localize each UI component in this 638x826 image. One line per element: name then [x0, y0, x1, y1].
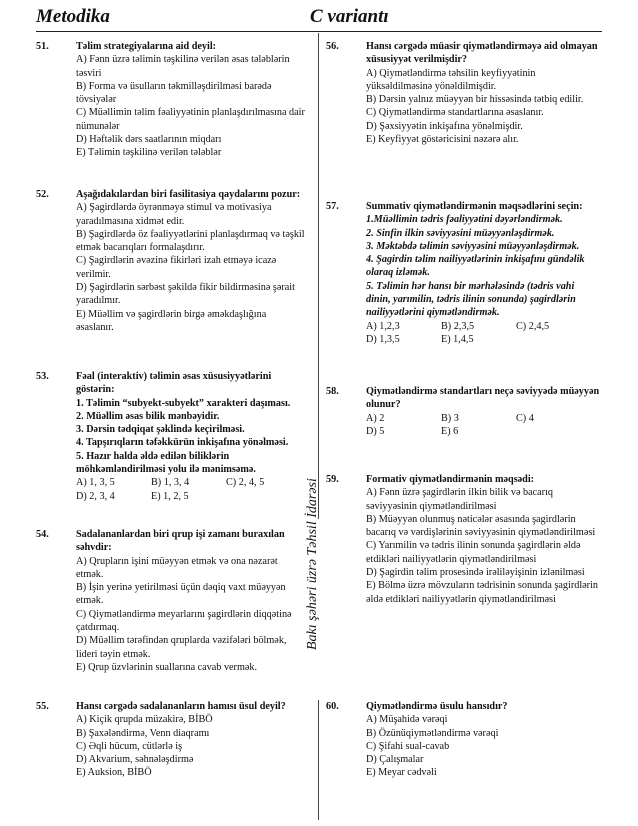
statement-4: 4. Tapşırıqların təfəkkürün inkişafına yönəlməsi.: [76, 437, 289, 449]
option-d: D) Həftəlik dərs saatlarının miqdarı: [76, 134, 222, 146]
question-56: [326, 40, 601, 170]
column-divider-top: [318, 33, 319, 519]
answer-e: E) 1, 2, 5: [151, 490, 189, 502]
subject-title: Metodika: [36, 6, 110, 27]
option-b: B) Müəyyən olunmuş nəticələr əsasında şagirdlərin bacarıq və vərdişlərinin səviyyəsinin qiymətləndirilməsi: [366, 513, 596, 539]
option-d: D) Şagirdin təlim prosesində irəliləyişinin izlənilməsi: [366, 567, 585, 579]
option-d: D) Müəllim tərəfindən qruplarda vəzifələri bölmək, lideri təyin etmək.: [76, 635, 287, 660]
question-53: [36, 370, 306, 510]
option-d: D) Akvarium, səhnələşdirmə: [76, 754, 194, 766]
question-number: 58.: [326, 386, 339, 397]
question-title: Qiymətləndirmə üsulu hansıdır?: [366, 701, 508, 712]
option-e: E) Bölmə üzrə mövzuların tədrisinin sonunda şagirdlərin əldə etdikləri nailiyyətlərin qiymətləndirilməsi: [366, 580, 598, 605]
answer-e: E) 6: [441, 425, 459, 437]
option-a: A) Müşahidə vərəqi: [366, 714, 448, 726]
statement-1: 1.Müəllimin tədris fəaliyyətini dəyərləndirmək.: [366, 214, 563, 226]
answer-b: B) 3: [441, 412, 459, 424]
question-title: Hansı cərgədə müasir qiymətləndirməyə aid olmayan xüsusiyyət verilmişdir?: [366, 41, 598, 66]
statement-3: 3. Dərsin tədqiqat şəklində keçirilməsi.: [76, 424, 245, 436]
question-59: [326, 473, 601, 663]
question-title: Aşağıdakılardan biri fasilitasiya qaydalarını pozur:: [76, 189, 301, 200]
question-number: 51.: [36, 41, 49, 52]
answer-a: A) 2: [366, 412, 385, 424]
option-e: E) Təlimin təşkilinə verilən tələblər: [76, 147, 222, 159]
option-c: C) Müəllimin təlim fəaliyyətinin planlaşdırılmasına dair nümunələr: [76, 107, 305, 132]
question-52: [36, 188, 306, 348]
option-b: B) İşin yerinə yetirilməsi üçün dəqiq vaxt müəyyən etmək.: [76, 582, 286, 607]
answer-e: E) 1,4,5: [441, 333, 474, 345]
question-number: 52.: [36, 189, 49, 200]
question-51: [36, 40, 306, 160]
question-title: Formativ qiymətləndirmənin məqsədi:: [366, 474, 535, 485]
question-title: Sadalananlardan biri qrup işi zamanı buraxılan səhvdir:: [76, 529, 285, 554]
answer-row-1: [76, 476, 306, 489]
vertical-watermark-label: Bakı şəhəri üzrə Təhsil İdarəsi: [305, 478, 320, 650]
answer-row-1: [366, 320, 601, 333]
option-e: E) Müəllim və şagirdlərin birgə əməkdaşlığına əsaslanır.: [76, 308, 267, 333]
option-d: D) Şagirdlərin sərbəst şəkildə fikir bildirməsinə şərait yaradılmır.: [76, 282, 295, 307]
option-e: E) Meyar cədvəli: [366, 767, 437, 779]
question-60: [326, 700, 601, 800]
option-a: A) Fənn üzrə şagirdlərin ilkin bilik və bacarıq səviyyəsinin qiymətləndirilməsi: [366, 487, 553, 512]
answer-b: B) 2,3,5: [441, 320, 475, 332]
option-b: B) Özünüqiymətləndirmə vərəqi: [366, 727, 499, 739]
statement-3: 3. Məktəbdə təlimin səviyyəsini müəyyənləşdirmək.: [366, 240, 580, 252]
option-a: A) Qrupların işini müəyyən etmək və ona nəzarət etmək.: [76, 555, 278, 580]
statement-1: 1. Təlimin “subyekt-subyekt” xarakteri daşıması.: [76, 397, 291, 409]
option-c: C) Şagirdlərin əvəzinə fikirləri izah etməyə icazə verilmir.: [76, 255, 277, 280]
header-rule: [36, 31, 602, 32]
option-d: D) Çalışmalar: [366, 754, 424, 766]
option-b: B) Şaxələndirmə, Venn diaqramı: [76, 727, 210, 739]
answer-d: D) 2, 3, 4: [76, 490, 115, 502]
option-b: B) Dərsin yalnız müəyyən bir hissəsində tətbiq edilir.: [366, 94, 584, 106]
option-c: C) Qiymətləndirmə standartlarına əsaslanır.: [366, 107, 544, 119]
answer-row-2: [76, 490, 306, 503]
question-number: 59.: [326, 474, 339, 485]
variant-title: C variantı: [310, 6, 389, 27]
statement-4: 4. Şagirdin təlim nailiyyətlərinin inkişafını gündəlik olaraq izləmək.: [366, 254, 585, 279]
question-57: [326, 200, 601, 360]
statement-2: 2. Sinfin ilkin səviyyəsini müəyyənləşdirmək.: [366, 227, 555, 239]
answer-c: C) 2,4,5: [516, 320, 550, 332]
option-a: A) Qiymətləndirmə təhsilin keyfiyyətinin yüksəldilməsinə yönəldilmişdir.: [366, 67, 536, 92]
question-title: Summativ qiymətləndirmənin məqsədlərini seçin:: [366, 201, 583, 212]
option-d: D) Şəxsiyyətin inkişafına yönəlmişdir.: [366, 120, 523, 132]
question-title: Fəal (interaktiv) təlimin əsas xüsusiyyətlərini göstərin:: [76, 371, 272, 396]
option-a: A) Şagirdlərdə öyrənməyə stimul və motivasiya yaradılmasına xidmət edir.: [76, 202, 272, 227]
question-58: [326, 385, 601, 445]
option-e: E) Keyfiyyət göstəricisini nəzərə alır.: [366, 134, 519, 146]
option-b: B) Forma və üsulların təkmilləşdirilməsi barədə tövsiyələr: [76, 80, 272, 106]
column-divider-bottom: [318, 700, 319, 820]
option-a: A) Kiçik qrupda müzakirə, BİBÖ: [76, 714, 213, 726]
option-e: E) Qrup üzvlərinin suallarına cavab vermək.: [76, 661, 258, 673]
answer-b: B) 1, 3, 4: [151, 477, 190, 489]
option-c: C) Şifahi sual-cavab: [366, 740, 450, 752]
answer-c: C) 2, 4, 5: [226, 477, 265, 489]
answer-c: C) 4: [516, 412, 534, 424]
option-c: C) Qiymətləndirmə meyarlarını şagirdlərin diqqətinə çatdırmaq.: [76, 608, 292, 634]
option-c: C) Yarımilin və tədris ilinin sonunda şagirdlərin əldə etdikləri nailiyyətlərin qiymətləndirilməsi: [366, 540, 581, 565]
question-title: Qiymətləndirmə standartları neçə səviyyədə müəyyən olunur?: [366, 386, 600, 411]
option-e: E) Auksion, BİBÖ: [76, 767, 152, 779]
answer-row-1: [366, 412, 601, 425]
statement-2: 2. Müəllim əsas bilik mənbəyidir.: [76, 410, 220, 422]
question-title: Hansı cərgədə sadalananların hamısı üsul deyil?: [76, 701, 286, 712]
question-number: 60.: [326, 701, 339, 712]
answer-row-2: [366, 333, 601, 346]
answer-a: A) 1, 3, 5: [76, 477, 115, 489]
question-title: Təlim strategiyalarına aid deyil:: [76, 41, 217, 52]
question-number: 57.: [326, 201, 339, 212]
statement-5: 5. Təlimin hər hansı bir mərhələsində (tədris vahi dinin, yarımilin, tədris ilinin sonunda) şagirdlərin nailiyyətlərini qiymətləndirmək.: [366, 280, 576, 319]
answer-d: D) 1,3,5: [366, 333, 400, 345]
question-number: 56.: [326, 41, 339, 52]
question-55: [36, 700, 306, 800]
statement-5: 5. Hazır halda əldə edilən biliklərin möhkəmləndirilməsi yolu ilə mənimsəmə.: [76, 450, 256, 476]
question-number: 54.: [36, 529, 49, 540]
option-c: C) Əqli hücum, cütlərlə iş: [76, 740, 183, 752]
answer-d: D) 5: [366, 425, 385, 437]
answer-row-2: [366, 425, 601, 438]
option-b: B) Şagirdlərdə öz fəaliyyətlərini planlaşdırmaq və təşkil etmək bacarıqları formalaşdırır.: [76, 228, 305, 254]
question-number: 53.: [36, 371, 49, 382]
answer-a: A) 1,2,3: [366, 320, 400, 332]
option-a: A) Fənn üzrə təlimin təşkilinə verilən əsas tələblərin təsviri: [76, 54, 290, 79]
question-54: [36, 528, 306, 678]
question-number: 55.: [36, 701, 49, 712]
